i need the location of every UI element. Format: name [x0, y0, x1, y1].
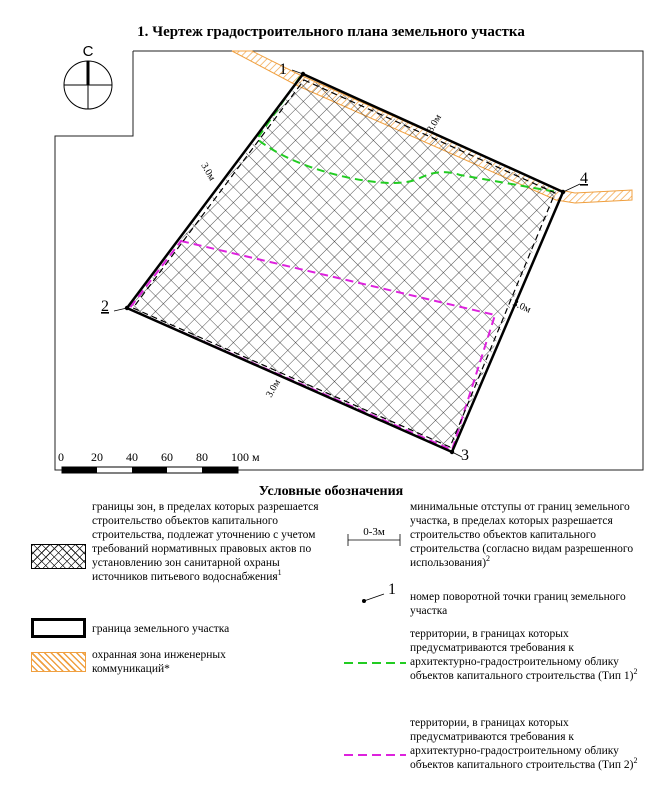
legend-text-point: номер поворотной точки границ земельного участка	[410, 591, 626, 617]
legend-swatch-utility-zone	[31, 652, 86, 672]
scale-tick-100: 100 м	[231, 450, 260, 464]
legend-text-utility-zone: охранная зона инженерных коммуникаций*	[92, 649, 226, 675]
legend-symbol-setback	[344, 520, 404, 550]
legend-symbol-type2	[344, 752, 406, 758]
legend-text-type2: территории, в границах которых предусматриваются требования к архитектурно-градостроительному облику объектов капитального строительства (Тип 2)$^2$	[410, 717, 638, 771]
scale-tick-60: 60	[161, 450, 173, 464]
point-label-4: 4	[580, 170, 588, 187]
legend-setback-symbol-text: 0-3м	[363, 526, 385, 538]
scale-tick-80: 80	[196, 450, 208, 464]
setback-label-right: 3.0м	[510, 297, 533, 316]
buildable-zone	[129, 77, 557, 450]
legend-point-symbol-text: 1	[388, 581, 396, 598]
scale-tick-20: 20	[91, 450, 103, 464]
legend-text-setback: минимальные отступы от границ земельного участка, в пределах которых разрешается строительство объектов капитального строительства (согласно видам разрешенного использования)$^2$	[410, 501, 634, 569]
point-label-3: 3	[461, 447, 469, 464]
legend-text-buildable-zone: границы зон, в пределах которых разрешается строительство объектов капитального строительства, подлежат уточнению с учетом требований нормативных правовых актов по установлению зон санитарной охраны источников питьевого водоснабжения$^1$	[92, 501, 319, 583]
compass-north-label: С	[82, 43, 94, 60]
setback-label-top: 3.0м	[425, 112, 445, 135]
legend-symbol-type1	[344, 660, 406, 666]
point-label-2: 2	[101, 298, 109, 315]
scale-tick-0: 0	[58, 450, 64, 464]
legend-title: Условные обозначения	[258, 484, 404, 499]
legend-swatch-buildable-zone	[31, 544, 86, 569]
legend-swatch-plot-boundary	[31, 618, 86, 638]
legend-text-type1: территории, в границах которых предусматриваются требования к архитектурно-градостроительному облику объектов капитального строительства (Тип 1)$^2$	[410, 628, 638, 682]
setback-label-left: 3.0м	[198, 161, 218, 183]
north-arrow-icon	[64, 61, 112, 109]
legend-text-plot-boundary: граница земельного участка	[92, 623, 230, 635]
scale-bar	[62, 467, 238, 473]
setback-label-bottom: 3.0м	[264, 377, 284, 400]
scale-tick-40: 40	[126, 450, 138, 464]
map-title: 1. Чертеж градостроительного плана земельного участка	[137, 24, 525, 40]
point-label-1: 1	[279, 61, 287, 78]
legend-symbol-point	[358, 578, 398, 608]
